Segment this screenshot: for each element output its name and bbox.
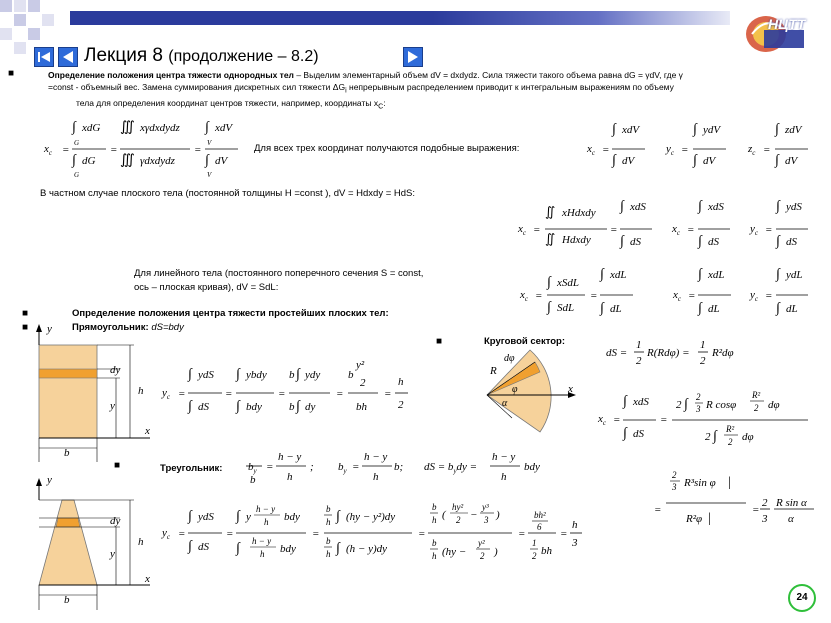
- svg-text:=: =: [660, 414, 668, 426]
- intro-line3c: :: [383, 97, 386, 108]
- svg-text:V: V: [207, 171, 212, 179]
- svg-text:1: 1: [636, 339, 642, 351]
- svg-text:=: =: [226, 528, 234, 540]
- svg-text:=: =: [688, 290, 696, 302]
- title-suffix: (продолжение – 8.2): [168, 48, 319, 65]
- svg-text:2: 2: [728, 437, 733, 447]
- svg-text:2: 2: [480, 551, 485, 561]
- intro-line1: – Выделим элементарный объем dV = dxdydz. Сила тяжести такого объема равна dG = γdV, где γ: [293, 70, 683, 80]
- svg-text:b: b: [289, 401, 295, 413]
- svg-text:∫: ∫: [72, 153, 76, 168]
- intro-line2: =const - объемный вес. Замена суммирования дискретных сил тяжести ΔG: [48, 82, 346, 92]
- rect-y-label: y: [47, 323, 52, 335]
- tri-b-label: b: [64, 594, 70, 606]
- svg-text:h − y: h − y: [278, 451, 302, 463]
- svg-text:∫: ∫: [684, 397, 688, 412]
- svg-text:by: $b_y$: [248, 461, 257, 475]
- svg-text:|: |: [728, 475, 731, 490]
- svg-text:bdy: bdy: [246, 401, 262, 413]
- svg-text:∬: ∬: [545, 204, 556, 219]
- svg-text:zc: $z_c$: [748, 143, 756, 157]
- svg-text:y²: y²: [356, 359, 365, 371]
- svg-text:|: |: [708, 511, 711, 526]
- svg-text:dL: dL: [708, 303, 720, 315]
- svg-text:R sin α: R sin α: [776, 497, 807, 509]
- svg-text:3: 3: [696, 404, 701, 414]
- svg-text:dφ: dφ: [742, 431, 754, 443]
- svg-text:∫: ∫: [776, 267, 780, 282]
- svg-text:b: b: [432, 538, 437, 548]
- svg-text:=: =: [610, 224, 618, 236]
- intro-line3: тела для определения координат центров тяжести, например, координаты x: [76, 97, 379, 108]
- svg-text:b: b: [326, 504, 331, 514]
- sector-diagram: [487, 350, 576, 432]
- logo-text: НЦТТ: [768, 16, 806, 32]
- svg-text:bh: bh: [541, 545, 552, 557]
- svg-text:dL: dL: [786, 303, 798, 315]
- svg-text:xdL: xdL: [708, 269, 725, 281]
- svg-text:2: 2: [532, 551, 537, 561]
- tri-y-label: y: [47, 474, 52, 486]
- svg-text:=: =: [278, 388, 286, 400]
- svg-text:xdV: xdV: [622, 124, 640, 136]
- svg-text:dS: dS: [630, 236, 641, 248]
- svg-text:∫: ∫: [698, 234, 702, 249]
- svg-text:2: 2: [398, 399, 404, 411]
- svg-text:R²dφ: R²dφ: [712, 347, 734, 359]
- svg-text:3: 3: [572, 537, 578, 549]
- svg-text:dG: dG: [82, 155, 96, 167]
- svg-text:=: =: [765, 290, 773, 302]
- sector-label: Круговой сектор:: [484, 336, 566, 347]
- svg-text:=: =: [266, 461, 274, 473]
- svg-text:∫: ∫: [775, 122, 779, 137]
- svg-text:γdxdydz: γdxdydz: [140, 155, 175, 167]
- svg-text:R²φ: R²φ: [686, 513, 703, 525]
- svg-text:∫: ∫: [296, 367, 300, 382]
- svg-text:∫: ∫: [205, 153, 209, 168]
- sector-phi-label: φ: [512, 384, 518, 395]
- svg-text:V: V: [207, 139, 212, 147]
- svg-text:2: 2: [762, 497, 768, 509]
- svg-text:=: =: [687, 224, 695, 236]
- svg-text:y: y: [246, 511, 251, 523]
- svg-text:h − y: h − y: [364, 451, 388, 463]
- sector-x-label: x: [568, 383, 573, 395]
- svg-text:3: 3: [484, 515, 489, 525]
- svg-text:h: h: [264, 517, 269, 527]
- rect-b-label: b: [64, 447, 70, 459]
- svg-text:2: 2: [672, 470, 677, 480]
- svg-text:h: h: [432, 515, 437, 525]
- svg-text:∫: ∫: [547, 300, 551, 315]
- svg-text:): ): [494, 546, 498, 558]
- svg-text:2: 2: [754, 403, 759, 413]
- intro-line3-sub: C: [378, 102, 384, 111]
- svg-text:∫: ∫: [236, 399, 240, 414]
- svg-text:h − y: h − y: [252, 536, 272, 546]
- svg-text:yc: $y_c$: [750, 289, 758, 303]
- svg-text:=: =: [654, 504, 662, 516]
- svg-text:SdL: SdL: [557, 302, 575, 314]
- svg-text:∫: ∫: [296, 399, 300, 414]
- svg-text:y³: y³: [482, 502, 489, 512]
- svg-text:h: h: [501, 471, 507, 483]
- svg-text:∫: ∫: [188, 399, 192, 414]
- svg-text:dS =: dS =: [606, 347, 628, 359]
- bullet: ■: [436, 336, 443, 347]
- svg-text:dL: dL: [610, 303, 622, 315]
- svg-text:hy²: hy²: [452, 502, 464, 512]
- svg-text:=: =: [763, 144, 771, 156]
- svg-text:∫: ∫: [236, 367, 240, 382]
- svg-text:∫: ∫: [775, 153, 779, 168]
- svg-text:∫: ∫: [236, 541, 240, 556]
- intro-heading: Определение положения центра тяжести однородных тел: [48, 70, 294, 80]
- svg-text:zdV: zdV: [785, 124, 802, 136]
- sector-alpha-label: α: [502, 398, 508, 409]
- svg-text:∫: ∫: [236, 509, 240, 524]
- svg-text:∫: ∫: [776, 234, 780, 249]
- svg-text:∭: ∭: [120, 120, 135, 135]
- svg-text:ydS: ydS: [786, 201, 802, 213]
- svg-text:(: (: [442, 509, 446, 521]
- svg-text:∫: ∫: [612, 122, 616, 137]
- svg-text:h: h: [572, 519, 578, 531]
- svg-text:∫: ∫: [600, 267, 604, 282]
- svg-text:G: G: [74, 139, 80, 147]
- svg-text:=: =: [178, 388, 186, 400]
- svg-text:;: ;: [310, 461, 314, 473]
- svg-text:∫: ∫: [600, 301, 604, 316]
- svg-text:dS: dS: [198, 401, 209, 413]
- svg-text:yc: $y_c$: [162, 527, 170, 541]
- svg-text:bdy: bdy: [524, 461, 540, 473]
- svg-text:bh²: bh²: [534, 510, 546, 520]
- svg-text:−: −: [470, 509, 478, 521]
- bullet: ■: [114, 460, 121, 471]
- svg-text:xdV: xdV: [215, 122, 233, 134]
- svg-text:R²: R²: [752, 390, 761, 400]
- sector-r-label: R: [490, 365, 497, 377]
- svg-text:bh: bh: [356, 401, 367, 413]
- triangle-diagram: [36, 478, 150, 610]
- svg-text:xc: $x_c$: [587, 143, 595, 157]
- svg-text:=: =: [602, 144, 610, 156]
- svg-text:6: 6: [537, 522, 542, 532]
- rect-h-label: h: [138, 385, 144, 397]
- svg-text:∫: ∫: [693, 122, 697, 137]
- svg-text:b: b: [250, 474, 256, 486]
- svg-text:=: =: [765, 224, 773, 236]
- svg-text:∫: ∫: [612, 153, 616, 168]
- linear-case-text-2: ось – плоская кривая), dV = SdL:: [134, 282, 279, 293]
- svg-text:∫: ∫: [72, 120, 76, 135]
- svg-text:∫: ∫: [205, 120, 209, 135]
- svg-text:dS: dS: [786, 236, 797, 248]
- svg-text:yc: $y_c$: [750, 223, 758, 237]
- svg-text:h − y: h − y: [256, 504, 276, 514]
- svg-text:=: =: [62, 144, 70, 156]
- svg-text:Hdxdy: Hdxdy: [562, 234, 591, 246]
- svg-text:h: h: [373, 471, 379, 483]
- svg-text:∫: ∫: [698, 301, 702, 316]
- svg-text:dV: dV: [622, 155, 635, 167]
- tri-x-label: x: [145, 573, 150, 585]
- bullet: ■: [22, 308, 29, 319]
- svg-text:∫: ∫: [620, 199, 624, 214]
- svg-text:xdL: xdL: [610, 269, 627, 281]
- sector-dphi-label: dφ: [504, 353, 515, 364]
- svg-text:∫: ∫: [620, 234, 624, 249]
- svg-text:=: =: [110, 144, 118, 156]
- svg-text:α: α: [788, 513, 794, 525]
- svg-text:b: b: [348, 369, 354, 381]
- svg-text:xc: $x_c$: [598, 413, 606, 427]
- svg-text:=: =: [384, 388, 392, 400]
- svg-text:dV: dV: [703, 155, 716, 167]
- svg-text:=: =: [533, 224, 541, 236]
- svg-text:yc: $y_c$: [666, 143, 674, 157]
- svg-text:dS = bydy =: dS = $b_ydy$ =: [424, 461, 478, 475]
- svg-text:G: G: [74, 171, 80, 179]
- svg-text:∫: ∫: [188, 367, 192, 382]
- svg-text:1: 1: [532, 538, 537, 548]
- svg-text:(hy −: (hy −: [442, 546, 467, 558]
- plane-case-text: В частном случае плоского тела (постоянной толщины H =const ), dV = Hdxdy = HdS:: [40, 188, 416, 199]
- svg-text:R(Rdφ) =: R(Rdφ) =: [647, 347, 690, 359]
- triangle-label: Треугольник:: [160, 463, 223, 474]
- svg-text:dS: dS: [633, 428, 644, 440]
- svg-text:R²: R²: [726, 424, 735, 434]
- svg-text:R³sin φ: R³sin φ: [684, 477, 716, 489]
- svg-text:∫: ∫: [776, 199, 780, 214]
- svg-text:ydV: ydV: [703, 124, 721, 136]
- svg-text:=: =: [590, 290, 598, 302]
- svg-text:2: 2: [696, 392, 701, 402]
- svg-text:xc: $x_c$: [673, 289, 681, 303]
- intro-line2c: непрерывным распределением приводит к интегральным выражениям по объему: [346, 82, 674, 92]
- svg-text:=: =: [518, 528, 526, 540]
- svg-text:xdS: xdS: [708, 201, 724, 213]
- svg-text:∫: ∫: [336, 541, 340, 556]
- svg-text:∫: ∫: [547, 275, 551, 290]
- svg-text:dS: dS: [708, 236, 719, 248]
- svg-text:3: 3: [762, 513, 768, 525]
- rect-x-label: x: [145, 425, 150, 437]
- svg-text:∫: ∫: [623, 394, 627, 409]
- svg-text:ydS: ydS: [198, 369, 214, 381]
- svg-text:∫: ∫: [698, 267, 702, 282]
- svg-text:y²: y²: [478, 538, 485, 548]
- svg-text:(hy − y²)dy: (hy − y²)dy: [346, 511, 396, 523]
- svg-text:xγdxdydz: xγdxdydz: [140, 122, 180, 134]
- svg-text:2: 2: [636, 355, 642, 367]
- svg-text:∫: ∫: [623, 426, 627, 441]
- svg-text:∫: ∫: [776, 301, 780, 316]
- svg-text:b;: b;: [394, 461, 404, 473]
- svg-text:by: $b_y$: [338, 461, 347, 475]
- svg-text:xc: $x_c$: [44, 143, 52, 157]
- svg-text:): ): [496, 509, 500, 521]
- svg-text:2: 2: [676, 399, 682, 411]
- svg-text:=: =: [225, 388, 233, 400]
- svg-text:∫: ∫: [693, 153, 697, 168]
- svg-text:dy: dy: [305, 401, 316, 413]
- svg-text:=: =: [336, 388, 344, 400]
- svg-text:xc: $x_c$: [520, 289, 528, 303]
- rectangle-title: Прямоугольник:: [72, 322, 149, 333]
- svg-text:2: 2: [700, 355, 706, 367]
- svg-text:xSdL: xSdL: [557, 277, 579, 289]
- svg-text:=: =: [560, 528, 568, 540]
- svg-text:dV: dV: [785, 155, 798, 167]
- svg-text:xdS: xdS: [630, 201, 646, 213]
- svg-text:(h − y)dy: (h − y)dy: [346, 543, 388, 555]
- svg-text:ydS: ydS: [198, 511, 214, 523]
- svg-text:=: =: [752, 504, 760, 516]
- rectangle-ds: dS=bdy: [151, 322, 184, 333]
- svg-text:h: h: [326, 549, 331, 559]
- title-main: Лекция 8: [84, 45, 163, 66]
- svg-text:xc: $x_c$: [672, 223, 680, 237]
- svg-text:=: =: [418, 528, 426, 540]
- svg-text:1: 1: [700, 339, 706, 351]
- rect-dy-label: dy: [110, 364, 121, 376]
- svg-text:R cosφ: R cosφ: [706, 399, 737, 411]
- svg-text:∫: ∫: [336, 509, 340, 524]
- svg-text:dV: dV: [215, 155, 228, 167]
- svg-text:xc: $x_c$: [518, 223, 526, 237]
- tri-y2-label: y: [110, 548, 115, 560]
- svg-text:2: 2: [360, 377, 366, 389]
- svg-text:h: h: [287, 471, 293, 483]
- svg-text:xdG: xdG: [82, 122, 101, 134]
- svg-text:=: =: [312, 528, 320, 540]
- svg-text:dS: dS: [198, 541, 209, 553]
- svg-text:=: =: [681, 144, 689, 156]
- svg-text:dφ: dφ: [768, 399, 780, 411]
- linear-case-text-1: Для линейного тела (постоянного поперечного сечения S = const,: [134, 268, 424, 279]
- svg-text:b: b: [326, 536, 331, 546]
- svg-text:ydL: ydL: [786, 269, 803, 281]
- svg-text:bdy: bdy: [280, 543, 296, 555]
- rectangle-diagram: [36, 324, 150, 462]
- svg-text:=: =: [194, 144, 202, 156]
- svg-text:∬: ∬: [545, 231, 556, 246]
- svg-text:2: 2: [705, 431, 711, 443]
- svg-text:h − y: h − y: [492, 451, 516, 463]
- svg-text:=: =: [178, 528, 186, 540]
- simple-shapes-heading: Определение положения центра тяжести простейших плоских тел:: [72, 308, 389, 319]
- svg-text:∫: ∫: [713, 429, 717, 444]
- svg-text:xHdxdy: xHdxdy: [562, 207, 596, 219]
- svg-text:h: h: [260, 549, 265, 559]
- svg-text:h: h: [326, 517, 331, 527]
- svg-text:bdy: bdy: [284, 511, 300, 523]
- svg-text:=: =: [535, 290, 543, 302]
- svg-text:h: h: [432, 551, 437, 561]
- svg-text:3: 3: [672, 482, 677, 492]
- svg-text:b: b: [289, 369, 295, 381]
- svg-text:ybdy: ybdy: [246, 369, 267, 381]
- svg-text:2: 2: [456, 515, 461, 525]
- svg-text:∫: ∫: [698, 199, 702, 214]
- svg-text:xdS: xdS: [633, 396, 649, 408]
- tri-h-label: h: [138, 536, 144, 548]
- tri-dy-label: dy: [110, 515, 121, 527]
- svg-text:h: h: [398, 376, 404, 388]
- svg-text:∫: ∫: [188, 539, 192, 554]
- svg-text:∭: ∭: [120, 153, 135, 168]
- intro-line2-sub: i: [345, 86, 347, 95]
- bullet: ■: [22, 322, 29, 333]
- svg-text:b: b: [432, 502, 437, 512]
- svg-text:=: =: [613, 414, 621, 426]
- svg-text:=: =: [352, 461, 360, 473]
- svg-text:yc: $y_c$: [162, 387, 170, 401]
- svg-text:∫: ∫: [188, 509, 192, 524]
- svg-text:ydy: ydy: [305, 369, 321, 381]
- all-three-text: Для всех трех координат получаются подобные выражения:: [254, 143, 520, 154]
- bullet: ■: [8, 68, 15, 79]
- page-number: 24: [788, 584, 816, 612]
- rect-y2-label: y: [110, 400, 115, 412]
